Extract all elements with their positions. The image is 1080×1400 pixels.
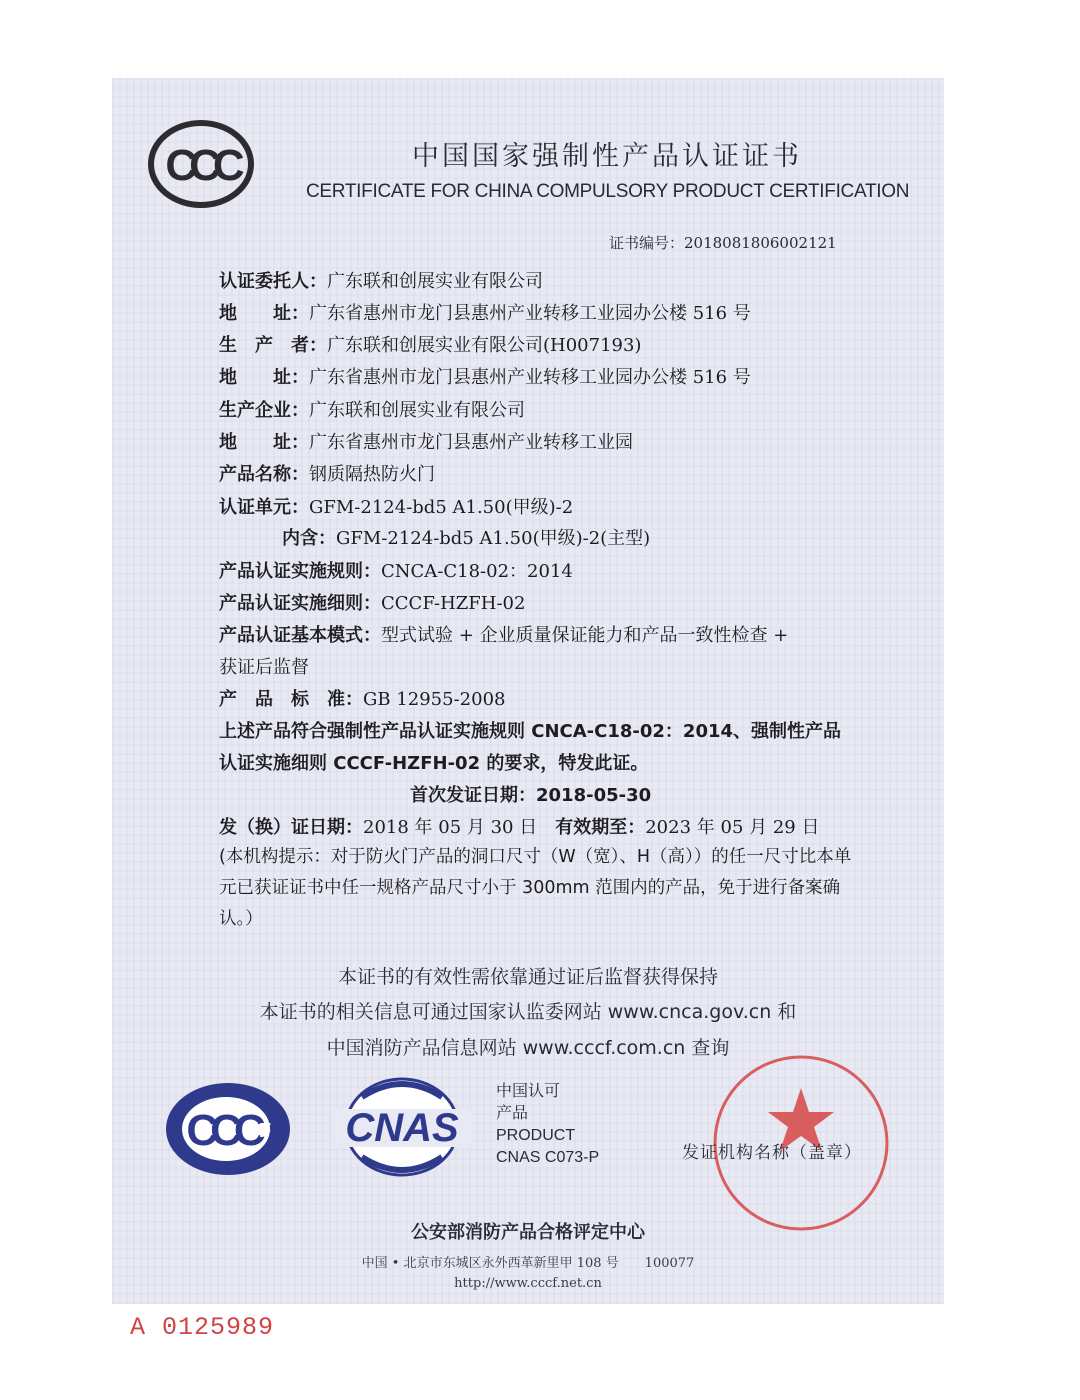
seal-label: 发证机构名称（盖章） — [682, 1143, 862, 1163]
valid-until-value: 2023 年 05 月 29 日 — [645, 817, 820, 838]
field-label: 产品认证实施细则： — [219, 593, 381, 614]
field-value: CNCA-C18-02：2014 — [381, 561, 573, 582]
ccc-logo — [148, 120, 254, 208]
first-issue-date — [410, 781, 651, 807]
field-row — [219, 460, 435, 486]
title-chinese: 中国国家强制性产品认证证书 — [412, 141, 802, 172]
certificate-sheet — [112, 78, 944, 1304]
cnas-logo — [332, 1073, 472, 1181]
first-issue-date-text: 首次发证日期：2018-05-30 — [410, 785, 652, 806]
validity-line-2: 本证书的相关信息可通过国家认监委网站 www.cnca.gov.cn 和 — [259, 1001, 797, 1023]
certificate-number: 证书编号：2018081806002121 — [609, 234, 837, 252]
field-row — [219, 331, 641, 357]
issue-date-value: 2018 年 05 月 30 日 — [363, 817, 538, 838]
field-value: 广东省惠州市龙门县惠州产业转移工业园办公楼 516 号 — [309, 367, 751, 388]
field-row — [219, 685, 505, 711]
serial-number: A 0125989 — [130, 1313, 275, 1342]
field-value: GFM-2124-bd5 A1.50(甲级)-2 — [309, 497, 574, 518]
field-row — [219, 396, 525, 422]
cnas-cn-label-2: 产品 — [496, 1105, 529, 1122]
cccf-logo — [164, 1081, 292, 1177]
title-english: CERTIFICATE FOR CHINA COMPULSORY PRODUCT CERTIFICATION — [306, 181, 910, 202]
agency-notice: (本机构提示：对于防火门产品的洞口尺寸（W（宽）、H（高））的任一尺寸比本单元已获证证书中任一规格产品尺寸小于 300mm 范围内的产品，免于进行备案确认。） — [219, 847, 852, 929]
field-value: 钢质隔热防火门 — [309, 464, 435, 485]
cnas-cn-label-1: 中国认可 — [496, 1083, 561, 1100]
field-value: 广东省惠州市龙门县惠州产业转移工业园办公楼 516 号 — [309, 303, 751, 324]
valid-until-label: 有效期至： — [555, 817, 646, 838]
validity-line-3: 中国消防产品信息网站 www.cccf.com.cn 查询 — [326, 1037, 730, 1059]
field-label: 认证单元： — [219, 497, 309, 518]
conformity-line-1: 上述产品符合强制性产品认证实施规则 CNCA-C18-02：2014、强制性产品 — [219, 721, 842, 742]
field-value: GB 12955-2008 — [363, 689, 506, 710]
field-value: 广东省惠州市龙门县惠州产业转移工业园 — [309, 432, 633, 453]
field-row — [219, 428, 633, 454]
field-label: 地 址： — [219, 303, 309, 324]
field-label: 产品名称： — [219, 464, 309, 485]
field-row — [219, 267, 543, 293]
issuer-url: http://www.cccf.net.cn — [454, 1276, 602, 1291]
validity-line-1: 本证书的有效性需依靠通过证后监督获得保持 — [337, 966, 718, 988]
field-value: 广东联和创展实业有限公司(H007193) — [327, 335, 642, 356]
field-value: CCCF-HZFH-02 — [381, 593, 526, 614]
cnas-en-label-1: PRODUCT — [496, 1127, 576, 1144]
field-label: 产 品 标 准： — [219, 689, 363, 710]
issuer-address: 中国 • 北京市东城区永外西革新里甲 108 号 100077 — [361, 1256, 695, 1271]
field-value: 广东联和创展实业有限公司 — [327, 271, 543, 292]
issue-date-label: 发（换）证日期： — [219, 817, 363, 838]
field-label: 地 址： — [219, 432, 309, 453]
cnas-logo-text: CNAS — [345, 1106, 459, 1150]
field-row — [219, 621, 788, 647]
field-row — [219, 493, 573, 519]
field-row — [219, 299, 751, 325]
field-row — [282, 524, 650, 550]
field-row — [219, 653, 309, 679]
field-value: 型式试验 + 企业质量保证能力和产品一致性检查 + — [381, 625, 789, 646]
field-row — [219, 589, 525, 615]
field-label: 内含： — [282, 528, 336, 549]
field-label: 产品认证基本模式： — [219, 625, 381, 646]
field-row — [219, 363, 751, 389]
field-value: 获证后监督 — [219, 657, 309, 678]
field-row — [219, 557, 573, 583]
issue-valid-dates — [219, 813, 819, 839]
field-label: 生 产 者： — [219, 335, 327, 356]
field-value: GFM-2124-bd5 A1.50(甲级)-2(主型) — [336, 528, 651, 549]
cnas-en-label-2: CNAS C073-P — [496, 1149, 600, 1166]
conformity-line-2: 认证实施细则 CCCF-HZFH-02 的要求，特发此证。 — [219, 753, 649, 774]
field-label: 认证委托人： — [219, 271, 327, 292]
ccc-logo-text: CCC — [165, 141, 237, 190]
cccf-logo-f: F — [258, 1120, 272, 1142]
field-value: 广东联和创展实业有限公司 — [309, 400, 525, 421]
cccf-logo-text: CCC — [186, 1106, 258, 1155]
issuer-name: 公安部消防产品合格评定中心 — [411, 1222, 645, 1243]
field-label: 产品认证实施规则： — [219, 561, 381, 582]
field-label: 地 址： — [219, 367, 309, 388]
field-label: 生产企业： — [219, 400, 309, 421]
